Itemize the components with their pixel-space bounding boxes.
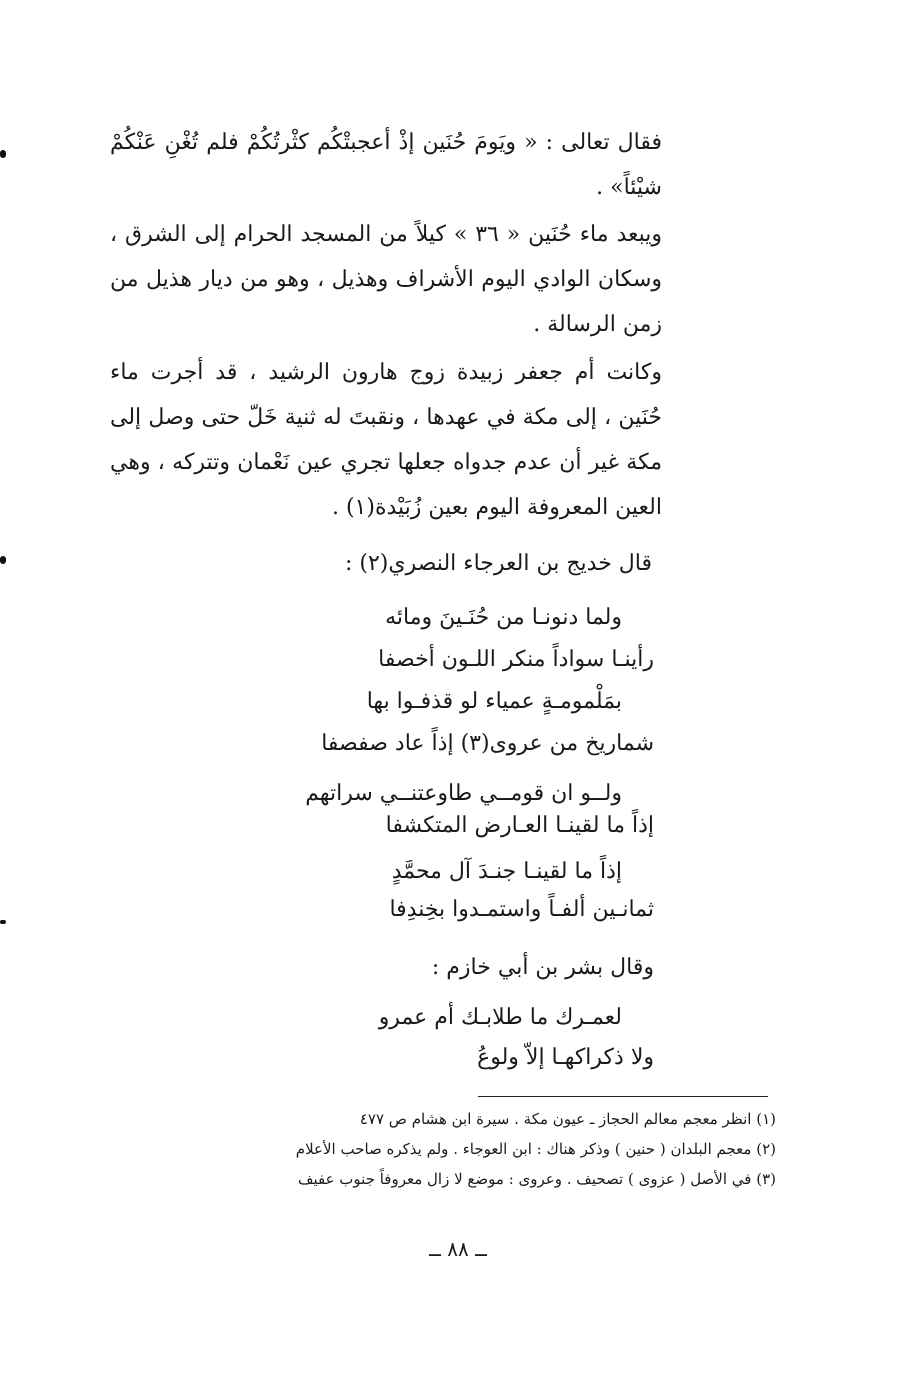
verse-line: ولما دنونـا من حُنَـينَ ومائه: [385, 605, 622, 630]
verse-line: ولا ذكراكهـا إلاّ ولوعُ: [477, 1045, 654, 1070]
scan-edge-mark: [0, 556, 6, 564]
footnote-3: (٣) في الأصل ( عزوى ) تصحيف . وعروى : موضع لا زال معروفاً جنوب عفيف: [297, 1170, 776, 1188]
footnote-divider: [478, 1096, 768, 1097]
scan-edge-mark: [0, 920, 6, 924]
footnotes: [136, 1104, 776, 1194]
verse-line: إذاً ما لقينـا العـارض المتكشفا: [385, 813, 654, 838]
verse-line: لعمـرك ما طلابـك أم عمرو: [378, 1005, 622, 1030]
verse-line: بمَلْمومـةٍ عمياء لو قذفـوا بها: [366, 689, 622, 714]
paragraph-3: وكانت أم جعفر زبيدة زوج هارون الرشيد ، قد أجرت ماء حُنَين ، إلى مكة في عهدها ، ونقبتَ له ثنية خَلّ حتى وصل إلى مكة غير أن عدم جدواه جعلها تجري عين نَعْمان وتتركه ، وهي العين المعروفة اليوم بعين زُبَيْدة(١) .: [110, 360, 662, 520]
verse-line: ولــو ان قومــي طاوعتنــي سراتهم: [305, 781, 622, 806]
verse-line: رأينـا سواداً منكر اللـون أخصفا: [378, 647, 654, 672]
poem-1-intro: قال خديج بن العرجاء النصري(٢) :: [344, 551, 652, 576]
verse-line: ثمانـين ألفـاً واستمـدوا بخِندِفا: [389, 897, 654, 922]
verse-line: إذاً ما لقينـا جنـدَ آل محمَّدٍ: [391, 859, 622, 884]
page-number: ــ ٨٨ ــ: [429, 1237, 487, 1261]
poem-2-intro: وقال بشر بن أبي خازم :: [431, 955, 654, 980]
scan-edge-mark: [0, 150, 6, 158]
footnote-2: (٢) معجم البلدان ( حنين ) وذكر هناك : ابن العوجاء . ولم يذكره صاحب الأعلام: [295, 1140, 776, 1158]
paragraph-2: ويبعد ماء حُنَين « ٣٦ » كيلاً من المسجد الحرام إلى الشرق ، وسكان الوادي اليوم الأشراف وهذيل ، وهو من ديار هذيل من زمن الرسالة .: [110, 222, 662, 337]
verse-line: شماريخ من عروى(٣) إذاً عاد صفصفا: [321, 731, 654, 756]
footnote-1: (١) انظر معجم معالم الحجاز ـ عيون مكة . سيرة ابن هشام ص ٤٧٧: [359, 1110, 776, 1128]
paragraph-1: فقال تعالى : « ويَومَ حُنَين إذْ أعجبتْكُم كثْرتُكُمْ فلم تُغْنِ عَنْكُمْ شيْئاً» .: [110, 130, 662, 200]
